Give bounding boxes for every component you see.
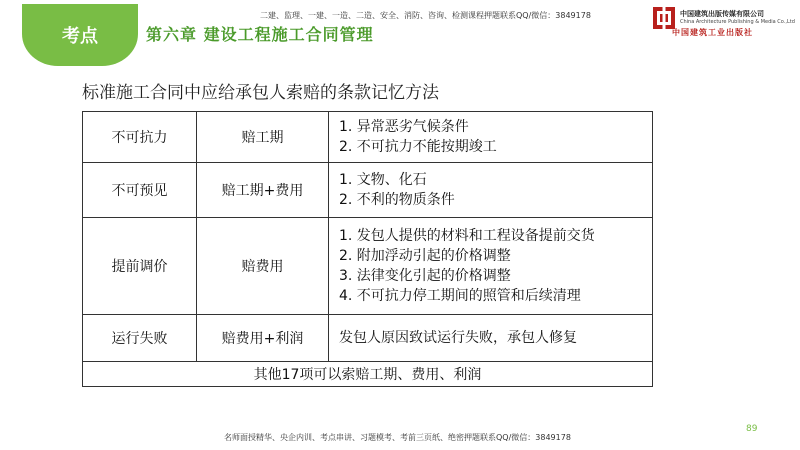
publisher-press-name: 中国建筑工业出版社 [672,27,753,37]
list-item: 4. 不可抗力停工期间的照管和后续清理 [339,288,581,304]
publisher-en-name: China Architecture Publishing & Media Co.,Ltd [680,19,795,25]
compensation-cell: 赔费用 [197,218,329,315]
table-row [83,112,653,163]
publisher-logo [652,6,795,42]
list-item: 2. 附加浮动引起的价格调整 [339,248,511,264]
compensation-cell: 赔费用+利润 [197,315,329,362]
category-cell: 提前调价 [83,218,197,315]
compensation-cell: 赔工期+费用 [197,163,329,218]
topic-badge [22,4,138,66]
table-row [83,218,653,315]
items-cell [329,315,653,362]
list-item: 1. 发包人提供的材料和工程设备提前交货 [339,228,595,244]
footer-contact-note: 名师面授精华、央企内训、考点串讲、习题模考、考前三页纸、绝密押题联系QQ/微信：3849178 [224,433,571,442]
claims-table [82,111,653,387]
items-cell [329,112,653,163]
items-cell [329,218,653,315]
publisher-cn-name: 中国建筑出版传媒有限公司 [680,10,764,18]
category-cell: 不可抗力 [83,112,197,163]
list-item: 1. 异常恶劣气候条件 [339,119,469,135]
chapter-title: 第六章 建设工程施工合同管理 [146,25,374,44]
header-band [0,0,800,68]
category-cell: 运行失败 [83,315,197,362]
page-number: 89 [746,424,758,434]
top-contact-note: 二建、监理、一建、一造、二造、安全、消防、咨询、检测课程押题联系QQ/微信：3849178 [260,11,591,20]
footer-row-cell: 其他17项可以索赔工期、费用、利润 [83,362,653,387]
table-row [83,315,653,362]
slide-subtitle: 标准施工合同中应给承包人索赔的条款记忆方法 [82,83,439,103]
items-cell [329,163,653,218]
list-item: 2. 不可抗力不能按期竣工 [339,139,497,155]
compensation-cell: 赔工期 [197,112,329,163]
table-footer-row [83,362,653,387]
table-row [83,163,653,218]
badge-label: 考点 [62,26,98,47]
list-item: 发包人原因致试运行失败，承包人修复 [339,330,577,346]
list-item: 2. 不利的物质条件 [339,192,455,208]
category-cell: 不可预见 [83,163,197,218]
list-item: 3. 法律变化引起的价格调整 [339,268,511,284]
list-item: 1. 文物、化石 [339,172,427,188]
